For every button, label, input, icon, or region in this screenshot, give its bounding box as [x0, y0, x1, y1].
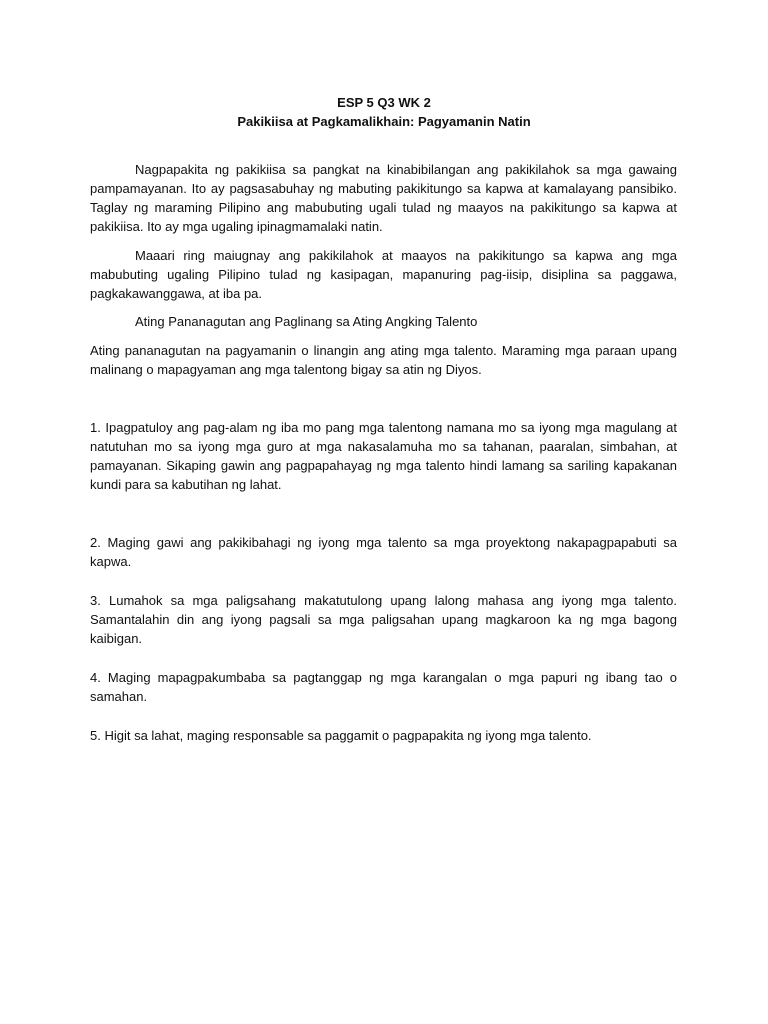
paragraph-intro: Ating pananagutan na pagyamanin o linangin ang ating mga talento. Maraming mga paraan upang malinang o mapagyaman ang mga talentong bigay sa atin ng Diyos.	[90, 343, 677, 377]
paragraph-pakikiisa: Nagpapakita ng pakikiisa sa pangkat na kinabibilangan ang pakikilahok sa mga gawaing pampamayanan. Ito ay pagsasabuhay ng mabuting pakikitungo sa kapwa at kamalayang pansibiko. Taglay ng maraming Pilipino ang mabubuting ugali tulad ng maayos na pakikitungo sa kapwa at pakikiisa. Ito ay mga ugaling ipinagmamalaki natin.	[90, 162, 677, 234]
document-code: ESP 5 Q3 WK 2	[337, 95, 431, 110]
list-item: 1. Ipagpatuloy ang pag-alam ng iba mo pang mga talentong namana mo sa iyong mga magulang at natutuhan mo sa iyong mga guro at mga nakasalamuha mo sa tahanan, paaralan, simbahan, at pamayanan. Sikaping gawin ang pagpapahayag ng mga talento hindi lamang sa sariling kapakanan kundi para sa kabutihan ng lahat.	[90, 420, 677, 492]
section-subheading: Ating Pananagutan ang Paglinang sa Ating Angking Talento	[135, 314, 478, 329]
paragraph-pakikilahok: Maaari ring maiugnay ang pakikilahok at maayos na pakikitungo sa kapwa ang mga mabubuting ugaling Pilipino tulad ng kasipagan, mapanuring pag-iisip, disiplina sa paggawa, pagkakawanggawa, at iba pa.	[90, 248, 677, 301]
list-item: 3. Lumahok sa mga paligsahang makatutulong upang lalong mahasa ang iyong mga talento. Samantalahin din ang iyong pagsali sa mga paligsahan upang magkaroon ka ng mga bagong kaibigan.	[90, 593, 677, 646]
list-item: 4. Maging mapagpakumbaba sa pagtanggap ng mga karangalan o mga papuri ng ibang tao o samahan.	[90, 670, 677, 704]
document-title: Pakikiisa at Pagkamalikhain: Pagyamanin Natin	[237, 114, 531, 129]
list-item: 5. Higit sa lahat, maging responsable sa paggamit o pagpapakita ng iyong mga talento.	[90, 728, 592, 743]
list-item: 2. Maging gawi ang pakikibahagi ng iyong mga talento sa mga proyektong nakapagpapabuti sa kapwa.	[90, 535, 677, 569]
